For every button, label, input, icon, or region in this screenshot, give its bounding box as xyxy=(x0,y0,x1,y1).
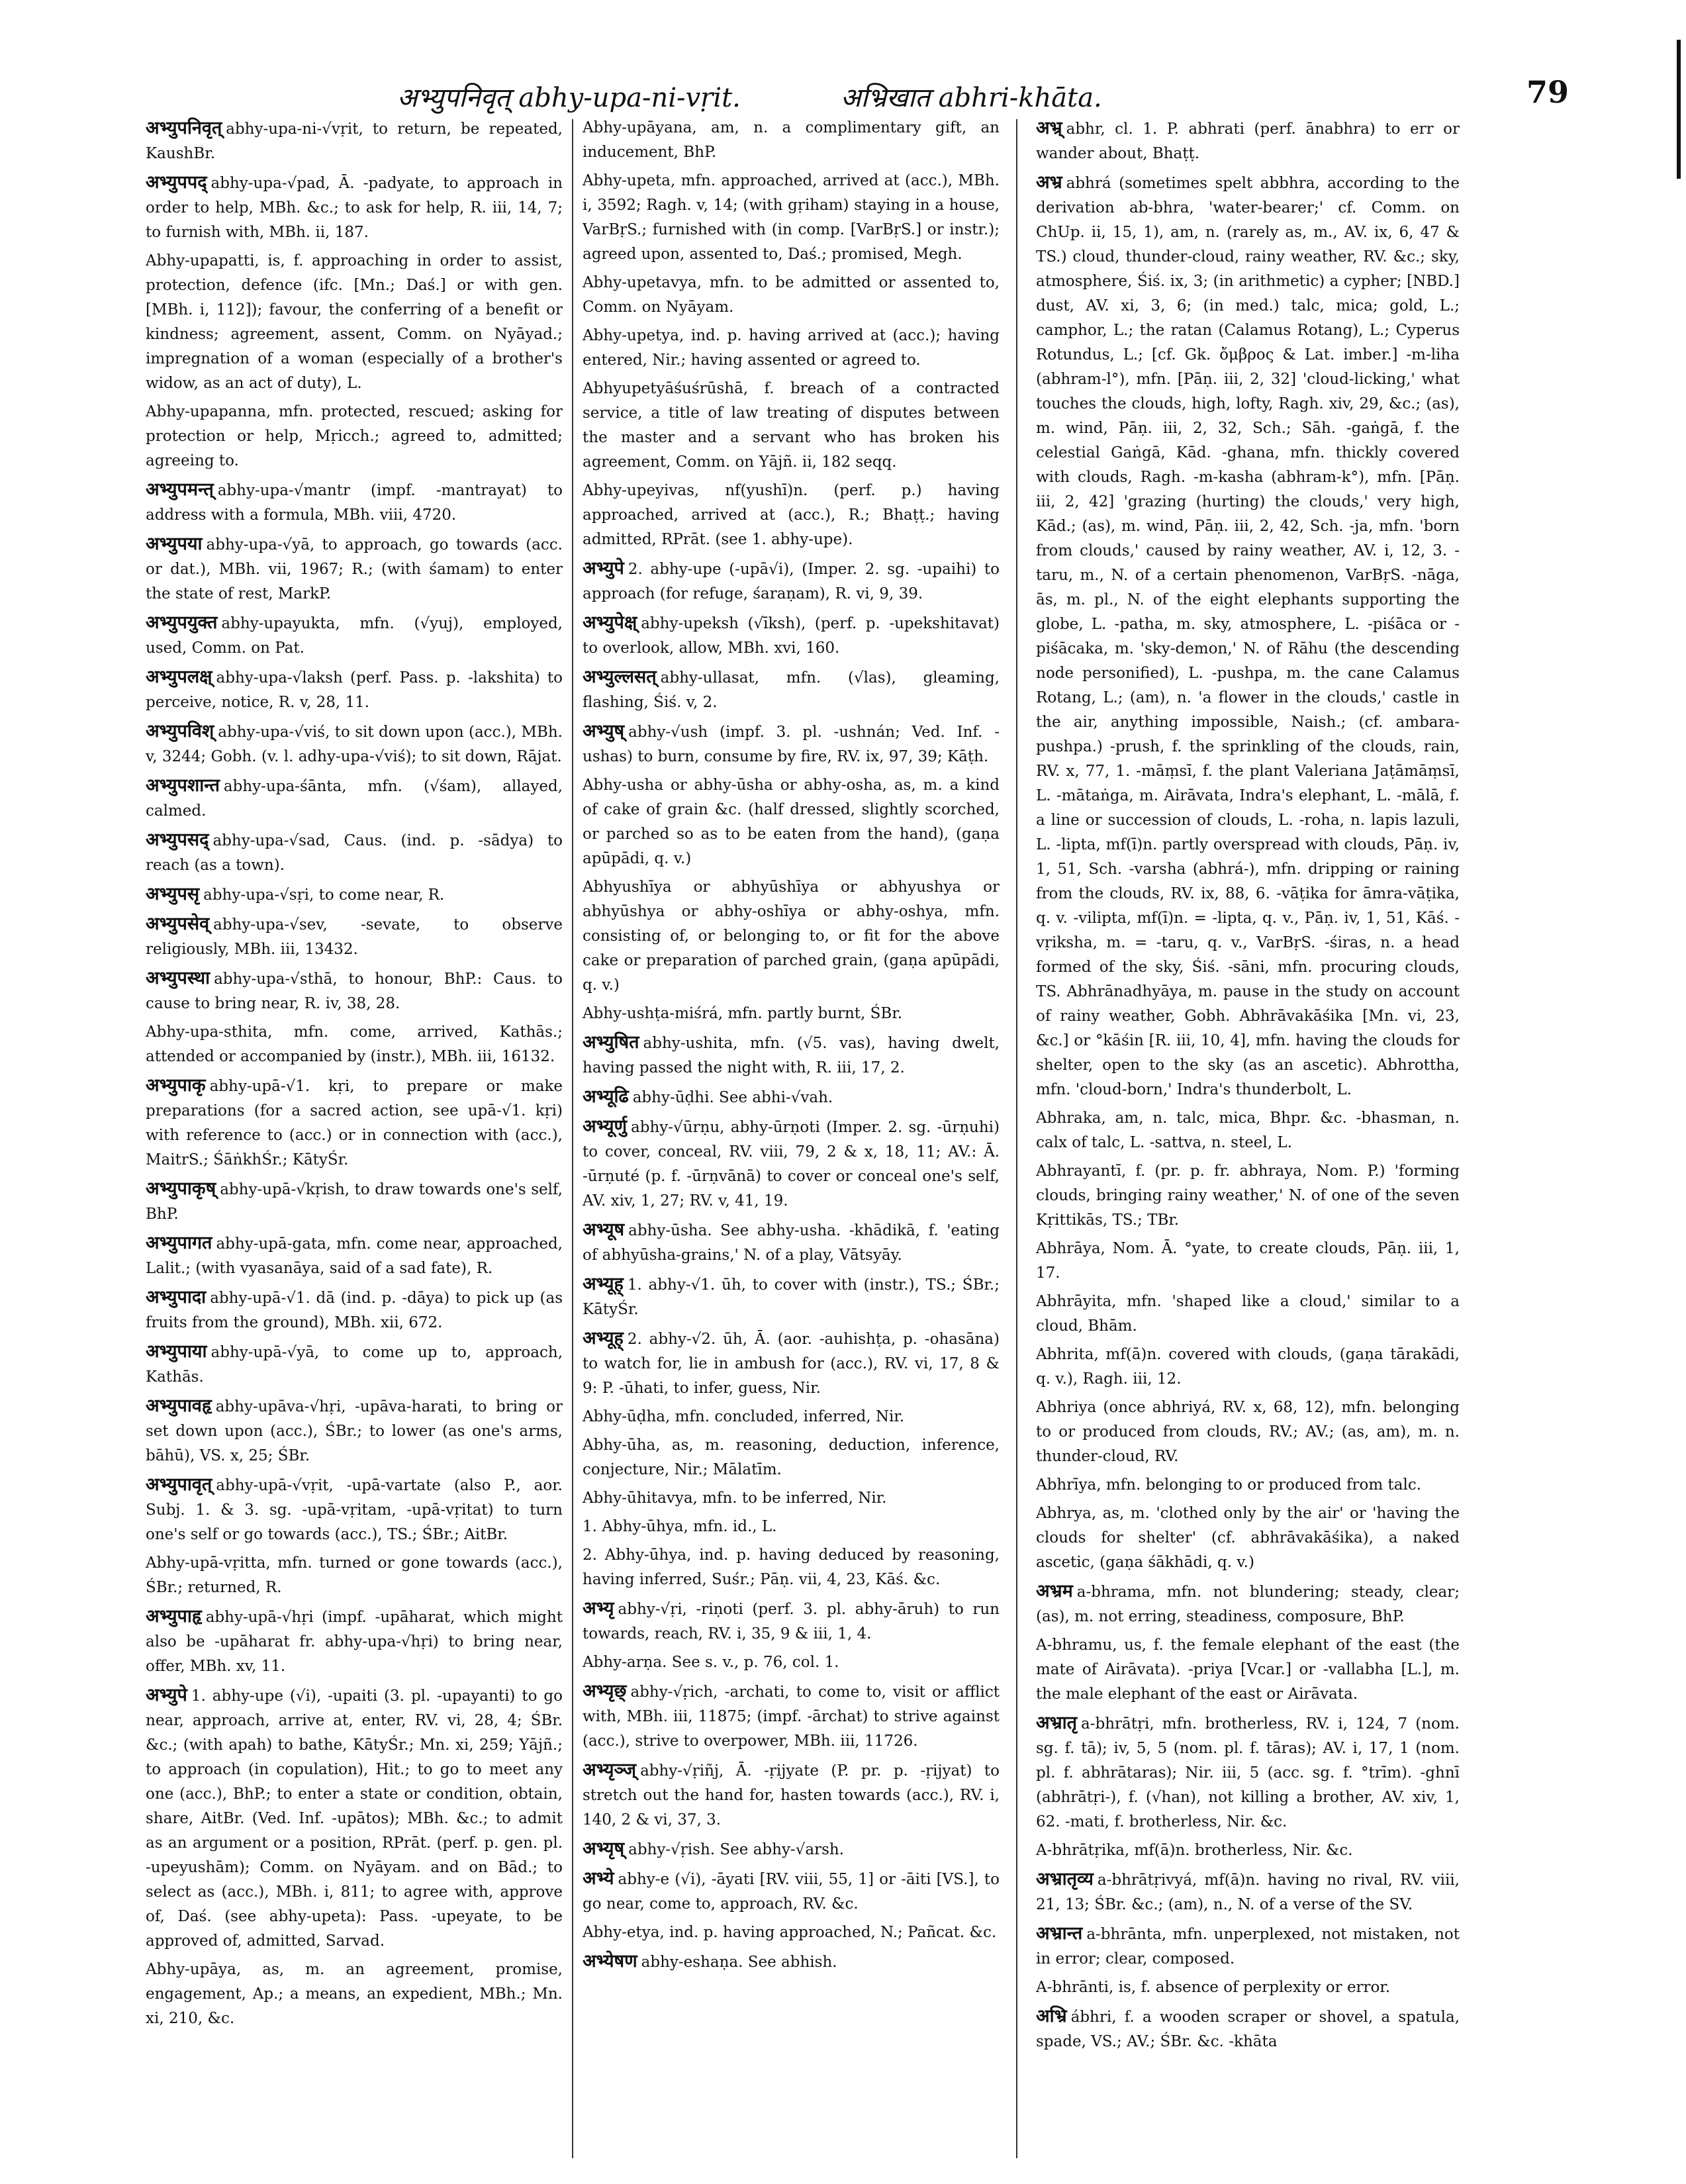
dictionary-entry xyxy=(1036,170,1460,1102)
devanagari-headword: अभ्युपया xyxy=(146,534,203,554)
dictionary-entry xyxy=(146,170,563,245)
dictionary-entry xyxy=(583,1949,1000,1975)
devanagari-headword: अभ्युपलक्ष् xyxy=(146,667,212,687)
devanagari-headword: अभ्युपनिवृत् xyxy=(146,118,222,138)
entry-text: Abhy-upapatti, is, f. approaching in order to assist, protection, defence (ifc. [Mn.; Daś.] or with gen. [MBh. i, 112]); favour, the conferring of a benefit or kindness; agreement, assent, Comm. on Nyāyad.; impregnation of a woman (especially of a brother's widow, as an act of duty), L. xyxy=(146,252,563,392)
dictionary-entry xyxy=(1036,1159,1460,1233)
header-left-guideword: अभ्युपनिवृत् abhy-upa-ni-vṛit. xyxy=(397,83,741,113)
entry-text: abhy-√ūrṇu, abhy-ūrṇoti (Imper. 2. sg. -ūrṇuhi) to cover, conceal, RV. viii, 79, 2 & x, 18, 11; AV.: Ā. -ūrṇuté (p. f. -ūrṇvānā) to cover or conceal one's self, AV. xiv, 1, 27; RV. v, 41, 19. xyxy=(583,1119,1000,1210)
column-3 xyxy=(1036,116,1460,2155)
devanagari-headword: अभ्युपाया xyxy=(146,1341,207,1362)
entry-text: abhy-upa-√yā, to approach, go towards (acc. or dat.), MBh. vii, 1967; R.; (with śamam) to enter the state of rest, MarkP. xyxy=(146,536,563,602)
entry-text: 2. abhy-√2. ūh, Ā. (aor. -auhishṭa, p. -ohasāna) to watch for, lie in ambush for (acc.), RV. vi, 17, 8 & 9: P. -ūhati, to infer, guess, Nir. xyxy=(583,1331,1000,1397)
dictionary-entry xyxy=(583,875,1000,998)
dictionary-entry xyxy=(146,116,563,166)
entry-text: Abhriya (once abhriyá, RV. x, 68, 12), mfn. belonging to or produced from clouds, RV.; AV.; (as, am), m. n. thunder-cloud, RV. xyxy=(1036,1399,1460,1465)
entry-text: Abhy-etya, ind. p. having approached, N.; Pañcat. &c. xyxy=(583,1924,997,1941)
devanagari-headword: अभ्युपसद् xyxy=(146,830,209,850)
devanagari-headword: अभ्युपे xyxy=(583,558,624,579)
entry-text: Abhraka, am, n. talc, mica, Bhpr. &c. -bhasman, n. calx of talc, L. -sattva, n. steel, L. xyxy=(1036,1110,1460,1151)
devanagari-headword: अभ्रातृव्य xyxy=(1036,1869,1094,1889)
devanagari-headword: अभ्यूर्णु xyxy=(583,1116,628,1137)
dictionary-entry xyxy=(583,1217,1000,1268)
entry-text: abhy-upa-√sthā, to honour, BhP.: Caus. to cause to bring near, R. iv, 38, 28. xyxy=(146,971,563,1012)
entry-text: abhy-ūḍhi. See abhi-√vah. xyxy=(632,1089,833,1106)
entry-text: 2. Abhy-ūhya, ind. p. having deduced by reasoning, having inferred, Suśr.; Pāṇ. vii, 4, 23, Kāś. &c. xyxy=(583,1546,1000,1588)
column-divider-1 xyxy=(572,119,573,2158)
devanagari-headword: अभ्यृष् xyxy=(583,1838,625,1859)
dictionary-entry xyxy=(583,324,1000,373)
page-number: 79 xyxy=(1526,74,1569,110)
dictionary-entry xyxy=(1036,1921,1460,1971)
devanagari-headword: अभ्युपपद् xyxy=(146,172,207,193)
dictionary-entry xyxy=(146,1958,563,2031)
dictionary-entry xyxy=(146,1472,563,1547)
entry-text: Abhy-upeta, mfn. approached, arrived at (acc.), MBh. i, 3592; Ragh. v, 14; (with gṛiham) staying in a house, VarBṛS.; furnished with (in comp. [VarBṛS.] or instr.); agreed upon, assented to, Daś.; promised, Megh. xyxy=(583,172,1000,263)
devanagari-headword: अभ्युषित xyxy=(583,1032,639,1053)
entry-text: abhy-√ṛiñj, Ā. -ṛijyate (P. pr. p. -ṛijyat) to stretch out the hand for, hasten towards (acc.), RV. i, 140, 2 & vi, 37, 3. xyxy=(583,1762,1000,1828)
devanagari-headword: अभ्युपे xyxy=(146,1685,187,1705)
entry-text: a-bhrama, mfn. not blundering; steady, clear; (as), m. not erring, steadiness, composure, BhP. xyxy=(1036,1584,1460,1625)
dictionary-entry xyxy=(583,1272,1000,1322)
dictionary-entry xyxy=(146,1339,563,1390)
entry-text: Abhrāya, Nom. Ā. °yate, to create clouds, Pāṇ. iii, 1, 17. xyxy=(1036,1240,1460,1282)
entry-text: abhrá (sometimes spelt abbhra, according to the derivation ab-bhra, 'water-bearer;' cf. Comm. on ChUp. ii, 15, 1), am, n. (rarely as, m., AV. ix, 6, 47 & TS.) cloud, thunder-cloud, rainy weather, RV. &c.; sky, atmosphere, Śiś. ix, 3; (in arithmetic) a cypher; [NBD.] dust, AV. xi, 3, 6; (in med.) talc, mica; gold, L.; camphor, L.; the ratan (Calamus Rotang), L.; Cyperus Rotundus, L.; [cf. Gk. ὄμβρος & Lat. imber.] -m-liha (abhram-l°), mfn. [Pāṇ. iii, 2, 32] 'cloud-licking,' what touches the clouds, high, lofty, Ragh. xiv, 29, &c.; (as), m. wind, Pāṇ. iii, 2, 32, Sch.; Sāh. -gaṅgā, f. the celestial Gaṅgā, Kād. -ghana, mfn. thickly covered with clouds, Ragh. -m-kasha (abhram-k°), mfn. [Pāṇ. iii, 2, 42] 'grazing (hurting) the clouds,' very high, Kād.; (as), m. wind, Pāṇ. iii, 2, 42, Sch. -ja, mfn. 'born from clouds,' caused by rainy weather, AV. i, 12, 3. -taru, m., N. of a certain phenomenon, VarBṛS. -nāga, ās, m. pl., N. of the eight elephants supporting the globe, L. -patha, m. sky, atmosphere, L. -piśāca or -piśācaka, m. 'sky-demon,' N. of Rāhu (the descending node personified), L. -pushpa, m. the cane Calamus Rotang, L.; (am), n. 'a flower in the clouds,' castle in the air, anything impossible, Naish.; (cf. ambara-pushpa.) -prush, f. the sprinkling of the clouds, rain, RV. x, 77, 1. -māṃsī, f. the plant Valeriana Jaṭāmāṃsī, L. -mātaṅga, m. Airāvata, Indra's elephant, L. -mālā, f. a line or succession of clouds, L. -roha, n. lapis lazuli, L. -lipta, mf(ī)n. partly overspread with clouds, Pāṇ. iv, 1, 51, Sch. -varsha (abhrá-), mfn. dripping or raining from the clouds, RV. ix, 88, 6. -vāṭika for āmra-vāṭika, q. v. -vilipta, mf(ī)n. = -lipta, q. v., Pāṇ. iv, 1, 51, Kāś. -vṛiksha, m. = -taru, q. v., VarBṛS. -śiras, n. a head formed of the sky, Śiś. -sāni, mfn. procuring clouds, TS. Abhrānadhyāya, m. pause in the study on account of rainy weather, Gobh. Abhrāvakāśika [Mn. vi, 23, &c.] or °kāśin [R. iii, 10, 4], mfn. having the clouds for shelter, open to the sky (as an ascetic). Abhrottha, mfn. 'cloud-born,' Indra's thunderbolt, L. xyxy=(1036,175,1460,1098)
dictionary-entry xyxy=(1036,1633,1460,1707)
devanagari-headword: अभ्ये xyxy=(583,1868,614,1889)
dictionary-entry xyxy=(583,1433,1000,1482)
dictionary-entry xyxy=(583,665,1000,715)
entry-text: 1. abhy-upe (√i), -upaiti (3. pl. -upayanti) to go near, approach, arrive at, enter, RV. vi, 28, 4; ŚBr. &c.; (with apah) to bathe, KātyŚr.; Mn. xi, 259; Yājñ.; to approach (in copulation), Hit.; to go to meet any one (acc.), BhP.; to enter a state or condition, obtain, share, AitBr. (Ved. Inf. -upātos); MBh. &c.; to admit as an argument or a position, RPrāt. (perf. p. gen. pl. -upeyushām); Comm. on Nyāyam. and on Bād.; to select as (acc.), MBh. i, 811; to agree with, approve of, Daś. (see abhy-upeta): Pass. -upeyate, to be approved of, admitted, Sarvad. xyxy=(146,1687,563,1950)
entry-text: Abhy-upetavya, mfn. to be admitted or assented to, Comm. on Nyāyam. xyxy=(583,274,1000,316)
dictionary-entry xyxy=(146,1020,563,1069)
dictionary-entry xyxy=(1036,1473,1460,1497)
entry-text: abhr, cl. 1. P. abhrati (perf. ānabhra) to err or wander about, Bhaṭṭ. xyxy=(1036,120,1460,162)
dictionary-entry xyxy=(583,1836,1000,1862)
dictionary-entry xyxy=(1036,1106,1460,1155)
dictionary-entry xyxy=(583,271,1000,320)
entry-text: Abhrya, as, m. 'clothed only by the air' or 'having the clouds for shelter' (cf. abhrāvakāśika), a naked ascetic, (gaṇa śākhādi, q. v.) xyxy=(1036,1505,1460,1571)
dictionary-entry xyxy=(583,1543,1000,1592)
column-1 xyxy=(146,116,563,2155)
devanagari-headword: अभ्रातृ xyxy=(1036,1713,1077,1733)
devanagari-headword: अभ्र xyxy=(1036,172,1062,193)
entry-text: abhy-ūsha. See abhy-usha. -khādikā, f. 'eating of abhyūsha-grains,' N. of a play, Vātsyāy. xyxy=(583,1222,1000,1264)
dictionary-entry xyxy=(1036,1237,1460,1286)
dictionary-entry xyxy=(146,1604,563,1679)
entry-text: Abhy-upāyana, am, n. a complimentary gift, an inducement, BhP. xyxy=(583,119,1000,161)
devanagari-headword: अभ्युपमन्त् xyxy=(146,479,214,500)
entry-text: a-bhrānta, mfn. unperplexed, not mistaken, not in error; clear, composed. xyxy=(1036,1926,1460,1968)
devanagari-headword: अभ्यृ xyxy=(583,1598,614,1619)
entry-text: 1. Abhy-ūhya, mfn. id., L. xyxy=(583,1518,777,1535)
entry-text: Abhrita, mf(ā)n. covered with clouds, (gaṇa tārakādi, q. v.), Ragh. iii, 12. xyxy=(1036,1346,1460,1388)
devanagari-headword: अभ्युपविश् xyxy=(146,721,214,741)
entry-text: abhy-upa-√pad, Ā. -padyate, to approach in order to help, MBh. &c.; to ask for help, R. iii, 14, 7; to furnish with, MBh. ii, 187. xyxy=(146,175,563,241)
entry-text: 1. abhy-√1. ūh, to cover with (instr.), TS.; ŚBr.; KātyŚr. xyxy=(583,1276,1000,1318)
devanagari-headword: अभ्युपावृत् xyxy=(146,1474,212,1495)
devanagari-headword: अभ्यूह् xyxy=(583,1328,624,1349)
entry-text: abhy-ullasat, mfn. (√las), gleaming, flashing, Śiś. v, 2. xyxy=(583,669,1000,711)
entry-text: abhy-upa-śānta, mfn. (√śam), allayed, calmed. xyxy=(146,778,563,820)
entry-text: Abhy-ūḍha, mfn. concluded, inferred, Nir. xyxy=(583,1408,905,1425)
entry-text: Abhy-upapanna, mfn. protected, rescued; asking for protection or help, Mṛicch.; agreed to, admitted; agreeing to. xyxy=(146,403,563,469)
dictionary-entry xyxy=(583,1114,1000,1213)
entry-text: abhy-upa-ni-√vṛit, to return, be repeated, KaushBr. xyxy=(146,120,563,162)
dictionary-entry xyxy=(583,556,1000,606)
entry-text: abhy-e (√i), -āyati [RV. viii, 55, 1] or -āiti [VS.], to go near, come to, approach, RV. &c. xyxy=(583,1871,1000,1913)
dictionary-entry xyxy=(146,665,563,715)
devanagari-headword: अभ्युपाकृ xyxy=(146,1075,206,1096)
dictionary-entry xyxy=(1036,1290,1460,1339)
entry-text: Abhrāyita, mfn. 'shaped like a cloud,' similar to a cloud, Bhām. xyxy=(1036,1293,1460,1335)
edge-bar xyxy=(1677,40,1681,179)
dictionary-entry xyxy=(1036,1396,1460,1469)
entry-text: Abhy-ūha, as, m. reasoning, deduction, inference, conjecture, Nir.; Mālatīm. xyxy=(583,1437,1000,1478)
page-header xyxy=(126,71,1589,111)
dictionary-entry xyxy=(146,1176,563,1227)
devanagari-headword: अभ्युपाकृष् xyxy=(146,1178,216,1199)
dictionary-entry xyxy=(583,1515,1000,1539)
devanagari-headword: अभ्र् xyxy=(1036,118,1062,138)
devanagari-headword: अभ्यूह् xyxy=(583,1274,624,1294)
dictionary-entry xyxy=(146,912,563,962)
dictionary-entry xyxy=(583,1084,1000,1110)
dictionary-entry xyxy=(146,719,563,769)
entry-text: abhy-upā-√kṛish, to draw towards one's self, BhP. xyxy=(146,1181,563,1223)
entry-text: a-bhrātṛivyá, mf(ā)n. having no rival, RV. viii, 21, 13; ŚBr. &c.; (am), n., N. of a verse of the SV. xyxy=(1036,1872,1460,1913)
entry-text: A-bhrātṛika, mf(ā)n. brotherless, Nir. &c. xyxy=(1036,1842,1353,1859)
devanagari-headword: अभ्रान्त xyxy=(1036,1923,1083,1944)
dictionary-entry xyxy=(146,1551,563,1600)
entry-text: Abhrīya, mfn. belonging to or produced from talc. xyxy=(1036,1476,1422,1494)
entry-text: Abhy-ushṭa-miśrá, mfn. partly burnt, ŚBr. xyxy=(583,1005,903,1022)
entry-text: 2. abhy-upe (-upā√i), (Imper. 2. sg. -upaihi) to approach (for refuge, śaraṇam), R. vi, 9, 39. xyxy=(583,561,1000,602)
entry-text: Abhy-upā-vṛitta, mfn. turned or gone towards (acc.), ŚBr.; returned, R. xyxy=(146,1554,563,1596)
dictionary-entry xyxy=(1036,1975,1460,2000)
dictionary-entry xyxy=(146,1073,563,1172)
dictionary-entry xyxy=(583,169,1000,267)
dictionary-entry xyxy=(146,773,563,824)
devanagari-headword: अभ्रि xyxy=(1036,2006,1067,2026)
entry-text: Abhy-usha or abhy-ūsha or abhy-osha, as, m. a kind of cake of grain &c. (half dressed, slightly scorched, or parched so as to be eaten from the hand), (gaṇa apūpādi, q. v.) xyxy=(583,777,1000,867)
devanagari-headword: अभ्युष् xyxy=(583,721,625,741)
devanagari-headword: अभ्युपसृ xyxy=(146,884,200,904)
dictionary-entry xyxy=(583,1596,1000,1646)
devanagari-headword: अभ्युपागत xyxy=(146,1233,212,1253)
devanagari-headword: अभ्यूढि xyxy=(583,1086,629,1107)
devanagari-headword: अभ्येषण xyxy=(583,1951,637,1971)
dictionary-entry xyxy=(146,1683,563,1954)
devanagari-headword: अभ्युपावहृ xyxy=(146,1396,212,1416)
dictionary-entry xyxy=(583,1866,1000,1917)
entry-text: abhy-upā-gata, mfn. come near, approached, Lalit.; (with vyasanāya, said of a sad fate), R. xyxy=(146,1235,563,1277)
dictionary-entry xyxy=(146,1285,563,1335)
entry-text: Abhy-upetya, ind. p. having arrived at (acc.); having entered, Nir.; having assented or agreed to. xyxy=(583,327,1000,369)
dictionary-entry xyxy=(1036,116,1460,166)
entry-text: abhy-upā-√vṛit, -upā-vartate (also P., aor. Subj. 1. & 3. sg. -upā-vṛitam, -upā-vṛitat) to turn one's self or go towards (acc.), TS.; ŚBr.; AitBr. xyxy=(146,1477,563,1543)
entry-text: abhy-√ṛish. See abhy-√arsh. xyxy=(628,1841,844,1858)
entry-text: Abhrayantī, f. (pr. p. fr. abhraya, Nom. P.) 'forming clouds, bringing rainy weather,' N. of one of the seven Kṛittikās, TS.; TBr. xyxy=(1036,1163,1460,1229)
entry-text: abhy-upa-√sṛi, to come near, R. xyxy=(203,886,445,904)
dictionary-entry xyxy=(146,249,563,396)
entry-text: abhy-upāva-√hṛi, -upāva-harati, to bring or set down upon (acc.), ŚBr.; to lower (as one's arms, bāhū), VS. x, 25; ŚBr. xyxy=(146,1398,563,1464)
devanagari-headword: अभ्यृछ् xyxy=(583,1681,627,1701)
entry-text: abhy-√ush (impf. 3. pl. -ushnán; Ved. Inf. -ushas) to burn, consume by fire, RV. ix, 97, 39; Kāṭh. xyxy=(583,724,1000,765)
entry-text: abhy-upā-√1. kṛi, to prepare or make preparations (for a sacred action, see upā-√1. kṛi) with reference to (acc.) or in connection with (acc.), MaitrS.; ŚāṅkhŚr.; KātyŚr. xyxy=(146,1078,563,1168)
dictionary-entry xyxy=(146,1394,563,1468)
entry-text: A-bhrānti, is, f. absence of perplexity or error. xyxy=(1036,1979,1391,1996)
entry-text: abhy-upa-√laksh (perf. Pass. p. -lakshita) to perceive, notice, R. v, 28, 11. xyxy=(146,669,563,711)
dictionary-entry xyxy=(583,1679,1000,1754)
devanagari-headword: अभ्युपसेव् xyxy=(146,914,210,934)
entry-text: abhy-√ṛi, -riṇoti (perf. 3. pl. abhy-āruh) to run towards, reach, RV. i, 35, 9 & iii, 1, 4. xyxy=(583,1601,1000,1642)
entry-text: Abhyupetyāśuśrūshā, f. breach of a contracted service, a title of law treating of disputes between the master and a servant who has broken his agreement, Comm. on Yājñ. ii, 182 seqq. xyxy=(583,380,1000,471)
header-right-guideword: अभ्रिखात abhri-khāta. xyxy=(841,83,1102,113)
entry-text: Abhy-ūhitavya, mfn. to be inferred, Nir. xyxy=(583,1490,887,1507)
dictionary-entry xyxy=(1036,2004,1460,2054)
dictionary-entry xyxy=(583,116,1000,165)
dictionary-entry xyxy=(583,1758,1000,1832)
entry-text: abhy-upa-√mantr (impf. -mantrayat) to address with a formula, MBh. viii, 4720. xyxy=(146,482,563,524)
dictionary-entry xyxy=(1036,1579,1460,1629)
entry-text: Abhy-upa-sthita, mfn. come, arrived, Kathās.; attended or accompanied by (instr.), MBh. iii, 16132. xyxy=(146,1023,563,1065)
dictionary-entry xyxy=(1036,1711,1460,1834)
column-2 xyxy=(583,116,1000,2155)
dictionary-entry xyxy=(146,400,563,473)
dictionary-entry xyxy=(1036,1501,1460,1575)
dictionary-entry xyxy=(583,1002,1000,1026)
dictionary-entry xyxy=(583,1326,1000,1401)
dictionary-entry xyxy=(146,966,563,1016)
entry-text: Abhyushīya or abhyūshīya or abhyushya or abhyūshya or abhy-oshīya or abhy-oshya, mfn. consisting of, or belonging to, or fit for the above cake or preparation of parched grain, (gaṇa apūpādi, q. v.) xyxy=(583,878,1000,994)
entry-text: abhy-upā-√hṛi (impf. -upāharat, which might also be -upāharat fr. abhy-upa-√hṛi) to bring near, offer, MBh. xv, 11. xyxy=(146,1609,563,1675)
dictionary-entry xyxy=(1036,1867,1460,1917)
dictionary-entry xyxy=(146,1231,563,1281)
devanagari-headword: अभ्यृञ्ज् xyxy=(583,1760,637,1780)
dictionary-entry xyxy=(583,610,1000,661)
devanagari-headword: अभ्रम xyxy=(1036,1581,1073,1601)
dictionary-entry xyxy=(146,828,563,878)
devanagari-headword: अभ्युपेक्ष् xyxy=(583,612,637,633)
devanagari-headword: अभ्युपशान्त xyxy=(146,775,220,796)
dictionary-entry xyxy=(1036,1343,1460,1392)
dictionary-entry xyxy=(1036,1838,1460,1863)
entry-text: abhy-upā-√1. dā (ind. p. -dāya) to pick up (as fruits from the ground), MBh. xii, 672. xyxy=(146,1290,563,1331)
devanagari-headword: अभ्युपयुक्त xyxy=(146,612,218,633)
dictionary-entry xyxy=(146,882,563,908)
entry-text: a-bhrātṛi, mfn. brotherless, RV. i, 124, 7 (nom. sg. f. tā); iv, 5, 5 (nom. pl. f. tāras); AV. i, 17, 1 (nom. pl. f. abhrātaras); Nir. iii, 5 (acc. sg. f. °trīm). -ghnī (abhrātṛi-), f. (√han), not killing a brother, AV. xiv, 1, 62. -mati, f. brotherless, Nir. &c. xyxy=(1036,1715,1460,1830)
dictionary-entry xyxy=(583,479,1000,552)
dictionary-entry xyxy=(146,477,563,528)
devanagari-headword: अभ्युपादा xyxy=(146,1287,207,1307)
devanagari-headword: अभ्यूष xyxy=(583,1219,625,1240)
entry-text: ábhri, f. a wooden scraper or shovel, a spatula, spade, VS.; AV.; ŚBr. &c. -khāta xyxy=(1036,2009,1460,2050)
dictionary-entry xyxy=(146,532,563,606)
dictionary-entry xyxy=(583,1030,1000,1080)
dictionary-entry xyxy=(583,1405,1000,1429)
dictionary-entry xyxy=(583,377,1000,475)
devanagari-headword: अभ्युपस्था xyxy=(146,968,211,988)
entry-text: A-bhramu, us, f. the female elephant of the east (the mate of Airāvata). -priya [Vcar.] or -vallabha [L.], m. the male elephant of the east or Airāvata. xyxy=(1036,1637,1460,1703)
devanagari-headword: अभ्युपाहृ xyxy=(146,1606,202,1627)
dictionary-entry xyxy=(146,610,563,661)
entry-text: abhy-upa-√sev, -sevate, to observe religiously, MBh. iii, 13432. xyxy=(146,916,563,958)
column-divider-2 xyxy=(1016,119,1017,2158)
entry-text: abhy-upā-√yā, to come up to, approach, Kathās. xyxy=(146,1344,563,1386)
dictionary-entry xyxy=(583,1921,1000,1945)
entry-text: abhy-upayukta, mfn. (√yuj), employed, used, Comm. on Pat. xyxy=(146,615,563,657)
devanagari-headword: अभ्युल्लसत् xyxy=(583,667,657,687)
entry-text: abhy-eshaṇa. See abhish. xyxy=(641,1954,837,1971)
entry-text: abhy-upeksh (√īksh), (perf. p. -upekshitavat) to overlook, allow, MBh. xvi, 160. xyxy=(583,615,1000,657)
entry-text: Abhy-upāya, as, m. an agreement, promise, engagement, Ap.; a means, an expedient, MBh.; Mn. xi, 210, &c. xyxy=(146,1961,563,2027)
dictionary-entry xyxy=(583,773,1000,871)
entry-text: Abhy-upeyivas, nf(yushī)n. (perf. p.) having approached, arrived at (acc.), R.; Bhaṭṭ.; having admitted, RPrāt. (see 1. abhy-upe). xyxy=(583,482,1000,548)
entry-text: abhy-upa-√sad, Caus. (ind. p. -sādya) to reach (as a town). xyxy=(146,832,563,874)
dictionary-entry xyxy=(583,719,1000,769)
dictionary-entry xyxy=(583,1486,1000,1511)
entry-text: abhy-√ṛich, -archati, to come to, visit or afflict with, MBh. iii, 11875; (impf. -ārchat) to strive against (acc.), strive to overpower, MBh. iii, 11726. xyxy=(583,1684,1000,1750)
dictionary-entry xyxy=(583,1650,1000,1675)
entry-text: abhy-upa-√viś, to sit down upon (acc.), MBh. v, 3244; Gobh. (v. l. adhy-upa-√viś); to sit down, Rājat. xyxy=(146,724,563,765)
entry-text: abhy-ushita, mfn. (√5. vas), having dwelt, having passed the night with, R. iii, 17, 2. xyxy=(583,1035,1000,1076)
entry-text: Abhy-arṇa. See s. v., p. 76, col. 1. xyxy=(583,1654,839,1671)
